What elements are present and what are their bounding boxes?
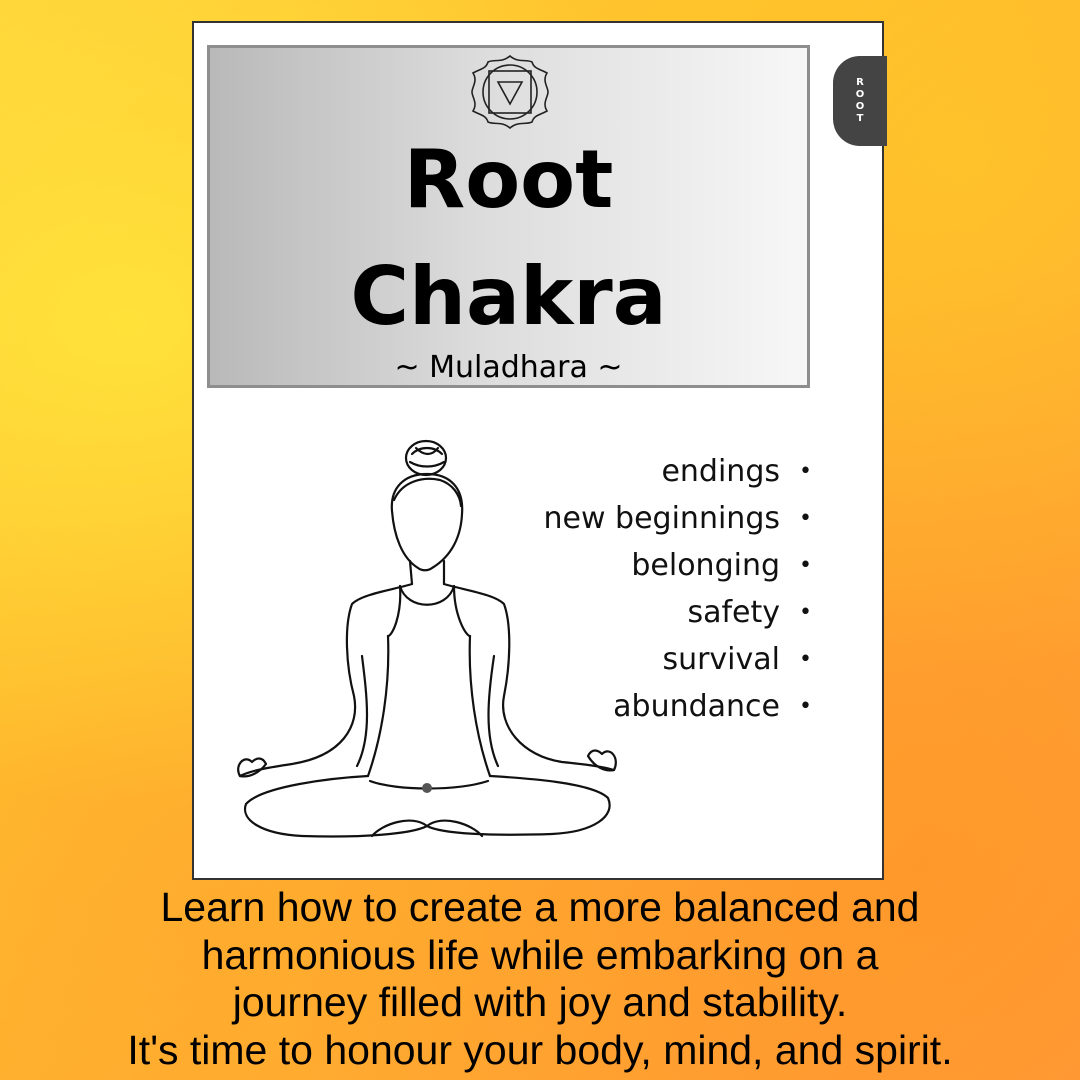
keyword-label: safety [687, 595, 780, 630]
title-line-1: Root [403, 133, 614, 226]
keyword-list [544, 448, 812, 730]
tab-label: ROOT [854, 77, 866, 125]
keyword-label: endings [661, 454, 780, 489]
keyword-label: survival [662, 642, 780, 677]
keyword-label: belonging [631, 548, 780, 583]
caption-line: Learn how to create a more balanced and [160, 884, 920, 930]
list-item [544, 542, 812, 589]
bullet: • [799, 553, 812, 578]
root-tab[interactable] [833, 56, 887, 146]
keyword-label: new beginnings [543, 501, 780, 536]
bullet: • [799, 694, 812, 719]
subtitle: ~ Muladhara ~ [394, 350, 623, 385]
bullet: • [799, 506, 812, 531]
bullet: • [799, 600, 812, 625]
list-item [544, 683, 812, 730]
list-item [544, 448, 812, 495]
bullet: • [799, 459, 812, 484]
keyword-label: abundance [613, 689, 780, 724]
bullet: • [799, 647, 812, 672]
caption-line: It's time to honour your body, mind, and spirit. [127, 1026, 953, 1073]
caption-line: harmonious life while embarking on a [201, 931, 879, 978]
caption-line: journey filled with joy and stability. [232, 979, 848, 1025]
caption [0, 884, 1080, 1074]
list-item [544, 495, 812, 542]
list-item [544, 636, 812, 683]
root-chakra-symbol-icon [468, 53, 552, 131]
list-item [544, 589, 812, 636]
title-line-2: Chakra [350, 250, 667, 343]
